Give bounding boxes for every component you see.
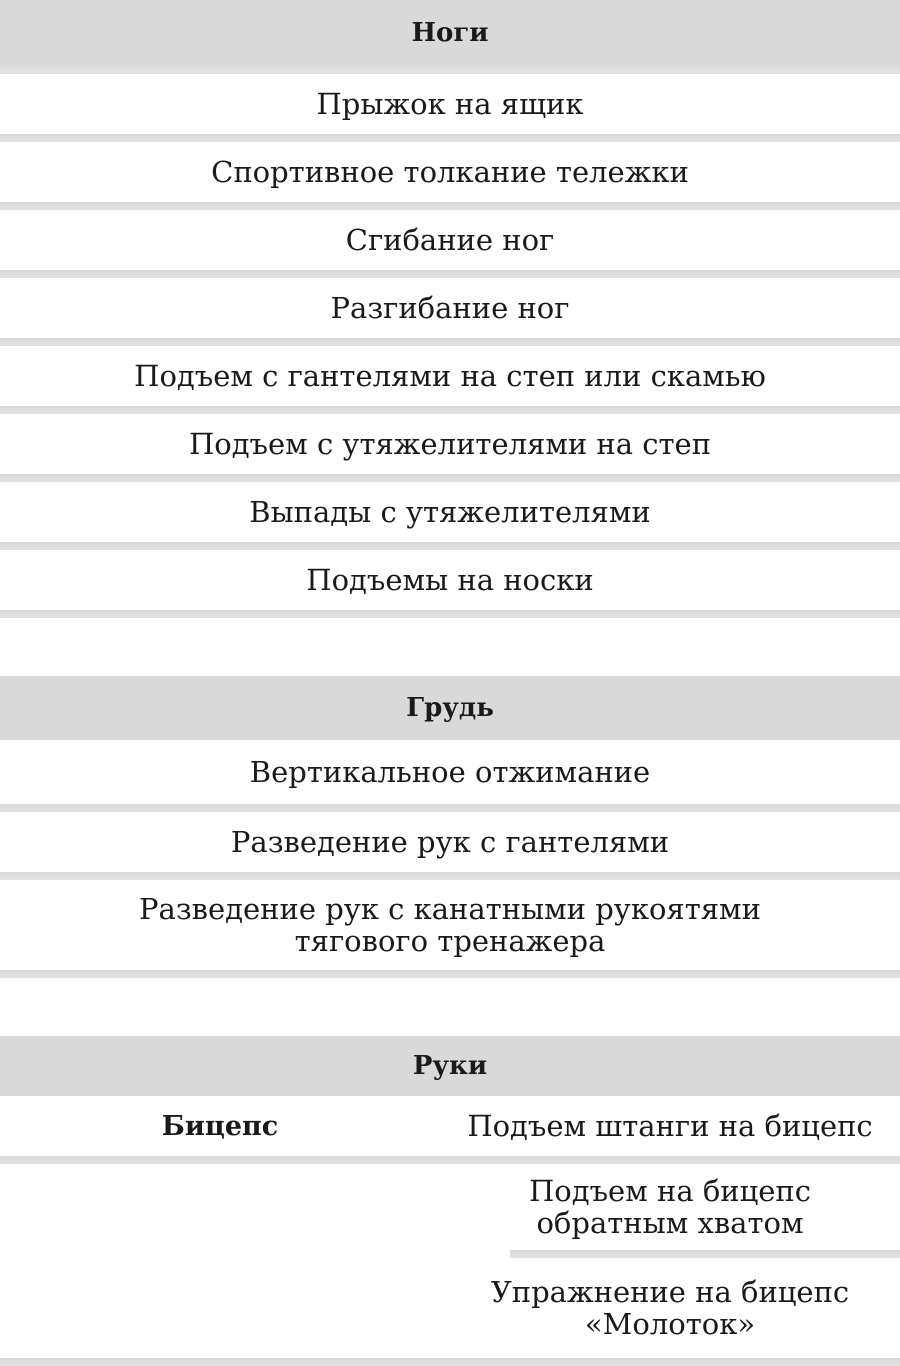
row-divider — [0, 1156, 900, 1164]
row-divider — [0, 270, 900, 278]
row-divider — [0, 202, 900, 210]
row-divider — [0, 134, 900, 142]
exercise-row — [0, 1164, 900, 1250]
exercise-row — [0, 482, 900, 542]
row-divider — [0, 338, 900, 346]
exercise-row — [0, 880, 900, 970]
row-divider — [0, 66, 900, 74]
row-divider — [0, 804, 900, 812]
exercise-row — [0, 74, 900, 134]
exercise-label: Сгибание ног — [345, 223, 555, 257]
section-gap — [0, 978, 900, 1036]
section-header-legs — [0, 0, 900, 66]
row-divider — [0, 542, 900, 550]
exercise-row — [0, 278, 900, 338]
row-divider — [0, 474, 900, 482]
exercise-label: Разгибание ног — [330, 291, 570, 325]
exercise-row — [0, 550, 900, 610]
section-title: Грудь — [406, 693, 494, 723]
section-title: Ноги — [411, 18, 489, 48]
exercise-label: Прыжок на ящик — [316, 87, 584, 121]
exercise-label: Подъем штанги на бицепс — [467, 1109, 873, 1143]
exercise-label: Вертикальное отжимание — [249, 755, 651, 789]
exercise-row — [0, 1258, 900, 1358]
exercise-label: Выпады с утяжелителями — [249, 495, 651, 529]
exercise-row — [0, 1096, 900, 1156]
exercise-label: Подъемы на носки — [306, 563, 594, 597]
row-divider — [0, 406, 900, 414]
exercise-label: Разведение рук с канатными рукоятями тягового тренажера — [139, 892, 761, 958]
row-divider — [0, 610, 900, 618]
exercise-row — [0, 812, 900, 872]
row-divider — [0, 970, 900, 978]
section-title: Руки — [412, 1051, 488, 1081]
exercise-label: Подъем на бицепс обратным хватом — [529, 1174, 811, 1240]
exercise-row — [0, 740, 900, 804]
section-gap — [0, 618, 900, 676]
row-divider — [0, 1358, 900, 1366]
subgroup-empty-cell — [0, 1164, 440, 1250]
row-divider — [0, 1250, 900, 1258]
exercise-row — [0, 414, 900, 474]
exercise-label: Спортивное толкание тележки — [211, 155, 689, 189]
exercise-label: Подъем с гантелями на степ или скамью — [134, 359, 766, 393]
exercise-row — [0, 346, 900, 406]
section-header-chest — [0, 676, 900, 740]
section-header-arms — [0, 1036, 900, 1096]
exercise-label: Упражнение на бицепс «Молоток» — [490, 1275, 850, 1341]
exercise-label: Разведение рук с гантелями — [230, 825, 670, 859]
subgroup-empty-cell — [0, 1258, 440, 1358]
subgroup-label: Бицепс — [161, 1110, 279, 1142]
exercise-row — [0, 142, 900, 202]
exercise-label: Подъем с утяжелителями на степ — [188, 427, 712, 461]
row-divider — [0, 872, 900, 880]
exercise-row — [0, 210, 900, 270]
